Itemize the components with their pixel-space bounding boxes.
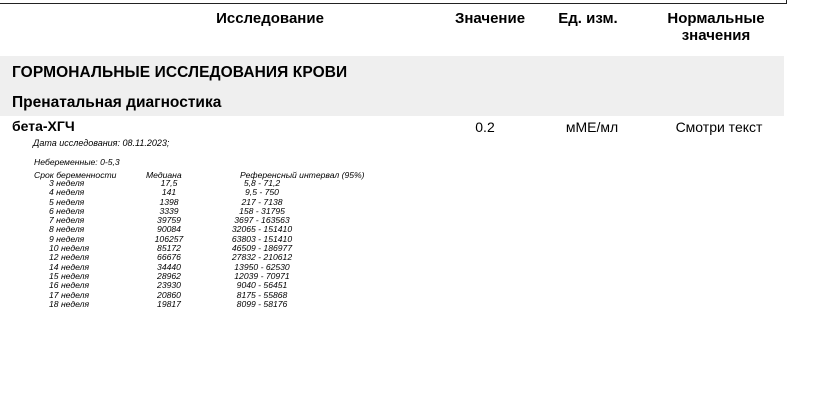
row-median: 19817 <box>157 298 181 309</box>
row-range: 46509 - 186977 <box>231 243 293 254</box>
column-header-unit: Ед. изм. <box>558 10 618 27</box>
row-week: 6 неделя <box>49 205 85 216</box>
section-title: ГОРМОНАЛЬНЫЕ ИССЛЕДОВАНИЯ КРОВИ <box>12 64 348 81</box>
header-interval: Референсный интервал (95%) <box>240 170 365 180</box>
row-week: 3 неделя <box>49 178 85 188</box>
row-range: 9,5 - 750 <box>245 187 279 198</box>
row-median: 28962 <box>157 270 181 281</box>
row-week: 12 неделя <box>49 252 90 263</box>
row-median: 141 <box>161 187 177 198</box>
row-median: 106257 <box>154 233 184 244</box>
test-unit: мМЕ/мл <box>565 119 619 135</box>
header-median: Медиана <box>146 170 182 180</box>
row-range: 158 - 31795 <box>239 205 285 216</box>
test-date: Дата исследования: 08.11.2023; <box>33 138 170 148</box>
row-week: 14 неделя <box>49 261 90 272</box>
document-frame <box>0 0 787 4</box>
row-median: 39759 <box>157 215 181 226</box>
row-median: 90084 <box>157 224 181 235</box>
row-week: 15 неделя <box>49 270 90 281</box>
row-range: 13950 - 62530 <box>234 261 290 272</box>
column-header-study: Исследование <box>216 10 324 27</box>
test-norm: Смотри текст <box>675 119 763 135</box>
row-median: 1398 <box>159 196 179 207</box>
row-range: 32065 - 151410 <box>231 224 293 235</box>
row-week: 18 неделя <box>49 298 90 309</box>
row-range: 8099 - 58176 <box>236 298 288 309</box>
row-range: 217 - 7138 <box>241 196 283 207</box>
row-week: 4 неделя <box>49 187 85 198</box>
row-week: 10 неделя <box>49 243 90 254</box>
column-header-value: Значение <box>454 10 526 27</box>
test-name: бета-ХГЧ <box>12 118 75 134</box>
row-week: 9 неделя <box>49 233 85 244</box>
row-week: 7 неделя <box>49 215 85 226</box>
row-median: 3339 <box>159 205 179 216</box>
row-median: 34440 <box>157 261 181 272</box>
row-median: 85172 <box>157 243 181 254</box>
test-value: 0.2 <box>475 119 495 135</box>
header-term: Срок беременности <box>34 170 117 180</box>
row-range: 63803 - 151410 <box>231 233 293 244</box>
row-range: 12039 - 70971 <box>234 270 290 281</box>
row-range: 9040 - 56451 <box>236 280 288 291</box>
non-pregnant-reference: Небеременные: 0-5,3 <box>34 157 120 167</box>
row-week: 8 неделя <box>49 224 85 235</box>
table-row <box>0 300 420 309</box>
row-week: 5 неделя <box>49 196 85 207</box>
row-median: 66676 <box>157 252 181 263</box>
row-range: 5,8 - 71,2 <box>243 178 281 188</box>
row-week: 16 неделя <box>49 280 90 291</box>
section-band <box>0 56 784 90</box>
subsection-band <box>0 90 784 116</box>
row-range: 27832 - 210612 <box>231 252 293 263</box>
row-median: 20860 <box>157 289 181 300</box>
column-header-norm: Нормальные значения <box>667 10 765 44</box>
row-median: 17,5 <box>160 178 178 188</box>
row-range: 3697 - 163563 <box>234 215 290 226</box>
row-range: 8175 - 55868 <box>236 289 288 300</box>
row-week: 17 неделя <box>49 289 90 300</box>
row-median: 23930 <box>157 280 181 291</box>
subsection-title: Пренатальная диагностика <box>12 94 222 111</box>
reference-table <box>0 179 420 309</box>
